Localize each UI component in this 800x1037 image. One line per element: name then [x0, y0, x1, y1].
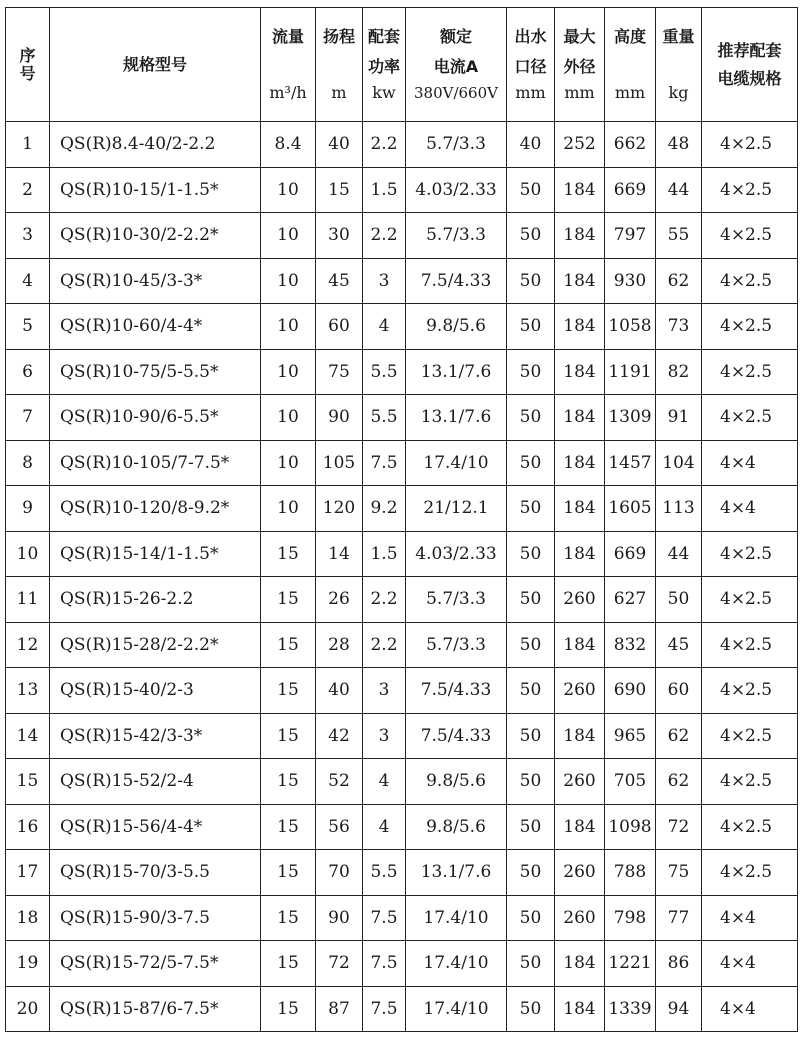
cell-maxdia: 184 — [555, 395, 605, 441]
cell-outlet: 50 — [507, 349, 555, 395]
cell-current: 5.7/3.3 — [406, 122, 507, 168]
cell-current: 9.8/5.6 — [406, 304, 507, 350]
table-row — [6, 531, 798, 577]
cell-weight: 44 — [656, 167, 702, 213]
cell-flow: 15 — [261, 577, 316, 623]
cell-head: 105 — [316, 440, 363, 486]
cell-head: 90 — [316, 395, 363, 441]
cell-cable: 4×2.5 — [702, 622, 798, 668]
table-row — [6, 759, 798, 805]
cell-outlet: 50 — [507, 804, 555, 850]
cell-outlet: 50 — [507, 258, 555, 304]
cell-maxdia: 184 — [555, 167, 605, 213]
cell-outlet: 50 — [507, 941, 555, 987]
header-model — [50, 8, 261, 122]
cell-model: QS(R)15-52/2-4 — [50, 759, 261, 805]
header-current-label-1: 额定 — [439, 26, 472, 46]
cell-height: 690 — [605, 668, 656, 714]
cell-weight: 82 — [656, 349, 702, 395]
cell-power: 1.5 — [363, 531, 406, 577]
cell-power: 7.5 — [363, 440, 406, 486]
table-row — [6, 213, 798, 259]
cell-current: 21/12.1 — [406, 486, 507, 532]
cell-flow: 10 — [261, 304, 316, 350]
cell-head: 30 — [316, 213, 363, 259]
cell-cable: 4×2.5 — [702, 213, 798, 259]
cell-flow: 15 — [261, 759, 316, 805]
cell-weight: 72 — [656, 804, 702, 850]
cell-outlet: 50 — [507, 167, 555, 213]
cell-head: 15 — [316, 167, 363, 213]
cell-power: 3 — [363, 668, 406, 714]
cell-seq: 10 — [6, 531, 50, 577]
table-row — [6, 668, 798, 714]
cell-power: 2.2 — [363, 622, 406, 668]
cell-power: 2.2 — [363, 213, 406, 259]
cell-power: 3 — [363, 713, 406, 759]
cell-current: 17.4/10 — [406, 895, 507, 941]
table-row — [6, 486, 798, 532]
table-row — [6, 258, 798, 304]
cell-current: 5.7/3.3 — [406, 213, 507, 259]
cell-seq: 14 — [6, 713, 50, 759]
cell-current: 5.7/3.3 — [406, 577, 507, 623]
cell-power: 7.5 — [363, 986, 406, 1032]
cell-head: 120 — [316, 486, 363, 532]
cell-height: 669 — [605, 531, 656, 577]
cell-head: 52 — [316, 759, 363, 805]
cell-cable: 4×2.5 — [702, 759, 798, 805]
header-head — [316, 8, 363, 122]
cell-head: 14 — [316, 531, 363, 577]
cell-cable: 4×2.5 — [702, 577, 798, 623]
cell-flow: 10 — [261, 440, 316, 486]
header-power-label-1: 配套 — [367, 26, 400, 46]
cell-cable: 4×2.5 — [702, 668, 798, 714]
cell-height: 662 — [605, 122, 656, 168]
cell-seq: 1 — [6, 122, 50, 168]
header-outlet-unit: mm — [515, 82, 546, 102]
cell-outlet: 50 — [507, 486, 555, 532]
cell-seq: 17 — [6, 850, 50, 896]
cell-height: 797 — [605, 213, 656, 259]
cell-head: 56 — [316, 804, 363, 850]
cell-current: 13.1/7.6 — [406, 349, 507, 395]
cell-seq: 8 — [6, 440, 50, 486]
cell-height: 1191 — [605, 349, 656, 395]
cell-cable: 4×2.5 — [702, 349, 798, 395]
cell-head: 60 — [316, 304, 363, 350]
header-flow-label: 流量 — [271, 26, 304, 46]
cell-flow: 15 — [261, 531, 316, 577]
cell-model: QS(R)10-90/6-5.5* — [50, 395, 261, 441]
cell-seq: 15 — [6, 759, 50, 805]
cell-outlet: 50 — [507, 759, 555, 805]
cell-weight: 62 — [656, 713, 702, 759]
cell-model: QS(R)15-14/1-1.5* — [50, 531, 261, 577]
cell-flow: 15 — [261, 895, 316, 941]
cell-head: 90 — [316, 895, 363, 941]
cell-current: 13.1/7.6 — [406, 850, 507, 896]
header-power-unit: kw — [372, 82, 396, 102]
cell-maxdia: 184 — [555, 304, 605, 350]
header-head-unit: m — [331, 82, 347, 102]
header-weight-label: 重量 — [662, 26, 695, 46]
cell-current: 13.1/7.6 — [406, 395, 507, 441]
cell-cable: 4×2.5 — [702, 531, 798, 577]
cell-outlet: 50 — [507, 986, 555, 1032]
table-row — [6, 622, 798, 668]
cell-current: 4.03/2.33 — [406, 531, 507, 577]
cell-cable: 4×2.5 — [702, 167, 798, 213]
cell-height: 1457 — [605, 440, 656, 486]
table-row — [6, 304, 798, 350]
cell-model: QS(R)10-45/3-3* — [50, 258, 261, 304]
cell-maxdia: 184 — [555, 440, 605, 486]
cell-current: 17.4/10 — [406, 986, 507, 1032]
table-row — [6, 577, 798, 623]
header-current-unit: 380V/660V — [414, 83, 498, 102]
cell-cable: 4×4 — [702, 986, 798, 1032]
cell-head: 72 — [316, 941, 363, 987]
cell-power: 3 — [363, 258, 406, 304]
cell-flow: 15 — [261, 941, 316, 987]
header-height — [605, 8, 656, 122]
cell-model: QS(R)10-60/4-4* — [50, 304, 261, 350]
cell-height: 1058 — [605, 304, 656, 350]
cell-outlet: 50 — [507, 713, 555, 759]
table-row — [6, 349, 798, 395]
cell-cable: 4×2.5 — [702, 304, 798, 350]
cell-current: 7.5/4.33 — [406, 713, 507, 759]
cell-flow: 10 — [261, 395, 316, 441]
cell-seq: 16 — [6, 804, 50, 850]
cell-weight: 86 — [656, 941, 702, 987]
table-row — [6, 167, 798, 213]
cell-flow: 10 — [261, 486, 316, 532]
cell-model: QS(R)15-26-2.2 — [50, 577, 261, 623]
cell-cable: 4×4 — [702, 486, 798, 532]
cell-outlet: 50 — [507, 577, 555, 623]
cell-maxdia: 184 — [555, 258, 605, 304]
header-outlet-label-2: 口径 — [514, 56, 547, 76]
header-cable-label-1: 推荐配套 — [717, 40, 782, 60]
header-seq — [6, 8, 50, 122]
cell-maxdia: 184 — [555, 804, 605, 850]
cell-height: 965 — [605, 713, 656, 759]
cell-power: 2.2 — [363, 122, 406, 168]
cell-outlet: 50 — [507, 850, 555, 896]
cell-power: 4 — [363, 804, 406, 850]
cell-weight: 62 — [656, 759, 702, 805]
cell-maxdia: 260 — [555, 850, 605, 896]
cell-flow: 15 — [261, 713, 316, 759]
header-height-unit: mm — [614, 82, 646, 102]
cell-seq: 12 — [6, 622, 50, 668]
header-cable-label-2: 电缆规格 — [717, 68, 782, 88]
cell-maxdia: 184 — [555, 213, 605, 259]
cell-weight: 48 — [656, 122, 702, 168]
cell-current: 5.7/3.3 — [406, 622, 507, 668]
cell-current: 17.4/10 — [406, 941, 507, 987]
cell-seq: 20 — [6, 986, 50, 1032]
cell-maxdia: 184 — [555, 622, 605, 668]
cell-flow: 10 — [261, 213, 316, 259]
cell-weight: 45 — [656, 622, 702, 668]
cell-weight: 75 — [656, 850, 702, 896]
cell-height: 669 — [605, 167, 656, 213]
cell-maxdia: 260 — [555, 577, 605, 623]
cell-maxdia: 184 — [555, 349, 605, 395]
header-outlet — [507, 8, 555, 122]
header-seq-label: 序号 — [19, 45, 36, 83]
cell-model: QS(R)15-28/2-2.2* — [50, 622, 261, 668]
cell-power: 2.2 — [363, 577, 406, 623]
cell-head: 40 — [316, 122, 363, 168]
cell-seq: 18 — [6, 895, 50, 941]
cell-seq: 11 — [6, 577, 50, 623]
cell-current: 9.8/5.6 — [406, 759, 507, 805]
cell-maxdia: 184 — [555, 941, 605, 987]
cell-outlet: 50 — [507, 531, 555, 577]
cell-flow: 8.4 — [261, 122, 316, 168]
cell-weight: 104 — [656, 440, 702, 486]
cell-head: 70 — [316, 850, 363, 896]
cell-model: QS(R)10-15/1-1.5* — [50, 167, 261, 213]
cell-seq: 5 — [6, 304, 50, 350]
header-row — [6, 8, 798, 122]
cell-height: 1339 — [605, 986, 656, 1032]
header-flow-unit: m³/h — [269, 82, 307, 102]
cell-outlet: 50 — [507, 213, 555, 259]
cell-maxdia: 184 — [555, 486, 605, 532]
cell-power: 5.5 — [363, 395, 406, 441]
cell-height: 930 — [605, 258, 656, 304]
cell-power: 4 — [363, 304, 406, 350]
cell-height: 798 — [605, 895, 656, 941]
cell-weight: 60 — [656, 668, 702, 714]
cell-cable: 4×2.5 — [702, 395, 798, 441]
cell-weight: 44 — [656, 531, 702, 577]
header-current-label-2: 电流A — [433, 56, 479, 76]
cell-model: QS(R)10-30/2-2.2* — [50, 213, 261, 259]
table-row — [6, 850, 798, 896]
cell-current: 7.5/4.33 — [406, 668, 507, 714]
cell-model: QS(R)15-70/3-5.5 — [50, 850, 261, 896]
cell-weight: 77 — [656, 895, 702, 941]
cell-weight: 55 — [656, 213, 702, 259]
cell-seq: 13 — [6, 668, 50, 714]
table-header — [6, 8, 798, 122]
header-power — [363, 8, 406, 122]
cell-seq: 3 — [6, 213, 50, 259]
cell-height: 705 — [605, 759, 656, 805]
cell-head: 75 — [316, 349, 363, 395]
cell-model: QS(R)15-56/4-4* — [50, 804, 261, 850]
cell-model: QS(R)10-120/8-9.2* — [50, 486, 261, 532]
cell-height: 1309 — [605, 395, 656, 441]
cell-maxdia: 260 — [555, 759, 605, 805]
cell-power: 7.5 — [363, 941, 406, 987]
cell-flow: 15 — [261, 622, 316, 668]
header-power-label-2: 功率 — [367, 56, 400, 76]
cell-cable: 4×2.5 — [702, 258, 798, 304]
cell-outlet: 50 — [507, 895, 555, 941]
cell-model: QS(R)15-90/3-7.5 — [50, 895, 261, 941]
cell-outlet: 50 — [507, 622, 555, 668]
header-current — [406, 8, 507, 122]
table-row — [6, 440, 798, 486]
cell-head: 28 — [316, 622, 363, 668]
cell-outlet: 50 — [507, 395, 555, 441]
table-body — [6, 122, 798, 1032]
cell-weight: 91 — [656, 395, 702, 441]
cell-power: 4 — [363, 759, 406, 805]
cell-cable: 4×4 — [702, 440, 798, 486]
cell-current: 4.03/2.33 — [406, 167, 507, 213]
header-maxdia-label-2: 外径 — [563, 56, 596, 76]
cell-maxdia: 260 — [555, 668, 605, 714]
cell-weight: 113 — [656, 486, 702, 532]
cell-height: 1605 — [605, 486, 656, 532]
cell-power: 5.5 — [363, 850, 406, 896]
cell-outlet: 50 — [507, 304, 555, 350]
table-row — [6, 713, 798, 759]
header-weight-unit: kg — [668, 82, 689, 102]
cell-outlet: 50 — [507, 668, 555, 714]
cell-cable: 4×2.5 — [702, 804, 798, 850]
header-weight — [656, 8, 702, 122]
cell-flow: 15 — [261, 986, 316, 1032]
cell-seq: 2 — [6, 167, 50, 213]
header-model-label: 规格型号 — [122, 54, 187, 74]
table-row — [6, 122, 798, 168]
cell-current: 7.5/4.33 — [406, 258, 507, 304]
header-maxdia — [555, 8, 605, 122]
cell-head: 40 — [316, 668, 363, 714]
cell-flow: 10 — [261, 258, 316, 304]
cell-outlet: 40 — [507, 122, 555, 168]
cell-model: QS(R)15-72/5-7.5* — [50, 941, 261, 987]
cell-cable: 4×4 — [702, 895, 798, 941]
cell-outlet: 50 — [507, 440, 555, 486]
header-outlet-label-1: 出水 — [514, 26, 547, 46]
cell-model: QS(R)15-87/6-7.5* — [50, 986, 261, 1032]
table-row — [6, 895, 798, 941]
cell-weight: 73 — [656, 304, 702, 350]
cell-head: 87 — [316, 986, 363, 1032]
table-row — [6, 804, 798, 850]
cell-power: 9.2 — [363, 486, 406, 532]
cell-flow: 10 — [261, 349, 316, 395]
cell-flow: 15 — [261, 804, 316, 850]
cell-height: 832 — [605, 622, 656, 668]
cell-maxdia: 184 — [555, 986, 605, 1032]
cell-cable: 4×2.5 — [702, 122, 798, 168]
cell-seq: 4 — [6, 258, 50, 304]
cell-height: 1221 — [605, 941, 656, 987]
cell-maxdia: 252 — [555, 122, 605, 168]
cell-seq: 19 — [6, 941, 50, 987]
cell-maxdia: 184 — [555, 713, 605, 759]
header-head-label: 扬程 — [322, 26, 355, 46]
header-cable — [702, 8, 798, 122]
cell-model: QS(R)10-75/5-5.5* — [50, 349, 261, 395]
cell-head: 26 — [316, 577, 363, 623]
cell-height: 788 — [605, 850, 656, 896]
table-row — [6, 941, 798, 987]
cell-flow: 10 — [261, 167, 316, 213]
header-maxdia-unit: mm — [564, 82, 595, 102]
cell-model: QS(R)15-40/2-3 — [50, 668, 261, 714]
cell-weight: 94 — [656, 986, 702, 1032]
cell-cable: 4×2.5 — [702, 713, 798, 759]
cell-model: QS(R)10-105/7-7.5* — [50, 440, 261, 486]
cell-current: 17.4/10 — [406, 440, 507, 486]
cell-flow: 15 — [261, 850, 316, 896]
cell-maxdia: 184 — [555, 531, 605, 577]
header-maxdia-label-1: 最大 — [563, 26, 596, 46]
cell-power: 7.5 — [363, 895, 406, 941]
cell-head: 45 — [316, 258, 363, 304]
cell-weight: 62 — [656, 258, 702, 304]
cell-model: QS(R)15-42/3-3* — [50, 713, 261, 759]
cell-power: 5.5 — [363, 349, 406, 395]
cell-seq: 7 — [6, 395, 50, 441]
cell-cable: 4×2.5 — [702, 850, 798, 896]
cell-head: 42 — [316, 713, 363, 759]
cell-weight: 50 — [656, 577, 702, 623]
cell-flow: 15 — [261, 668, 316, 714]
cell-height: 1098 — [605, 804, 656, 850]
table-row — [6, 395, 798, 441]
pump-spec-table — [5, 7, 798, 1032]
table-row — [6, 986, 798, 1032]
cell-cable: 4×4 — [702, 941, 798, 987]
cell-height: 627 — [605, 577, 656, 623]
header-height-label: 高度 — [613, 26, 646, 46]
cell-seq: 9 — [6, 486, 50, 532]
cell-current: 9.8/5.6 — [406, 804, 507, 850]
cell-seq: 6 — [6, 349, 50, 395]
cell-model: QS(R)8.4-40/2-2.2 — [50, 122, 261, 168]
header-flow — [261, 8, 316, 122]
cell-power: 1.5 — [363, 167, 406, 213]
cell-maxdia: 260 — [555, 895, 605, 941]
